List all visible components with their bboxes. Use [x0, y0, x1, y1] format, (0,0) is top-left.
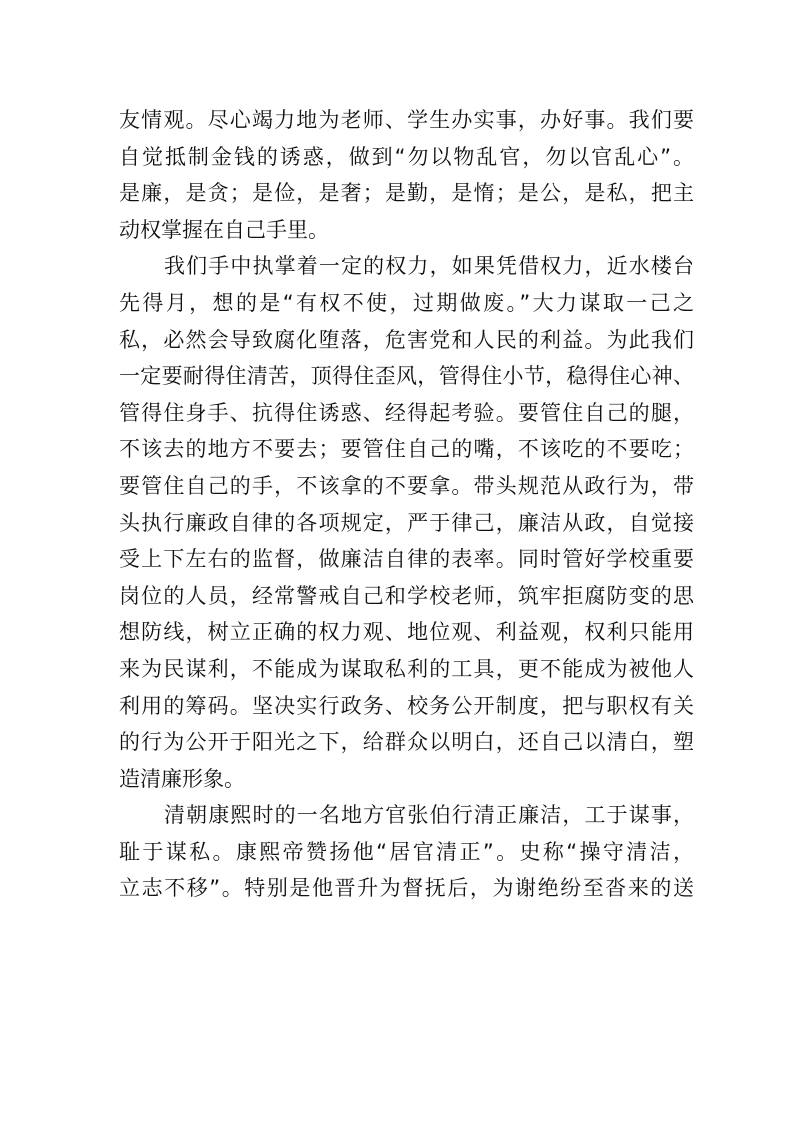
text-line: 一定要耐得住清苦，顶得住歪风，管得住小节，稳得住心神、 [119, 364, 694, 389]
text-line: 利用的筹码。坚决实行政务、校务公开制度，把与职权有关 [119, 693, 694, 718]
text-line: 的行为公开于阳光之下，给群众以明白，还自己以清白，塑 [119, 730, 694, 755]
text-line: 立志不移”。特别是他晋升为督抚后，为谢绝纷至沓来的送 [119, 876, 694, 901]
text-line: 清朝康熙时的一名地方官张伯行清正廉洁，工于谋事， [164, 803, 694, 828]
text-line: 先得月，想的是“有权不使，过期做废。”大力谋取一己之 [119, 290, 694, 315]
text-line: 不该去的地方不要去；要管住自己的嘴，不该吃的不要吃； [119, 437, 694, 462]
text-line: 耻于谋私。康熙帝赞扬他“居官清正”。史称“操守清洁， [119, 839, 694, 864]
text-line: 自觉抵制金钱的诱惑，做到“勿以物乱官，勿以官乱心”。 [119, 144, 694, 169]
text-line: 想防线，树立正确的权力观、地位观、利益观，权利只能用 [119, 620, 694, 645]
text-line: 受上下左右的监督，做廉洁自律的表率。同时管好学校重要 [119, 547, 694, 572]
text-line: 动权掌握在自己手里。 [119, 217, 329, 242]
document-body [119, 102, 694, 907]
text-line: 头执行廉政自律的各项规定，严于律己，廉洁从政，自觉接 [119, 510, 694, 535]
text-line: 我们手中执掌着一定的权力，如果凭借权力，近水楼台 [164, 254, 694, 279]
text-line: 友情观。尽心竭力地为老师、学生办实事，办好事。我们要 [119, 108, 694, 132]
text-line: 造清廉形象。 [119, 766, 245, 791]
text-line: 岗位的人员，经常警戒自己和学校老师，筑牢拒腐防变的思 [119, 583, 694, 608]
text-line: 私，必然会导致腐化堕落，危害党和人民的利益。为此我们 [119, 327, 694, 352]
text-line: 管得住身手、抗得住诱惑、经得起考验。要管住自己的腿， [119, 400, 694, 425]
text-line: 来为民谋利，不能成为谋取私利的工具，更不能成为被他人 [119, 656, 694, 681]
text-line: 要管住自己的手，不该拿的不要拿。带头规范从政行为，带 [119, 473, 694, 498]
text-line: 是廉，是贪；是俭，是奢；是勤，是惰；是公，是私，把主 [119, 181, 694, 206]
